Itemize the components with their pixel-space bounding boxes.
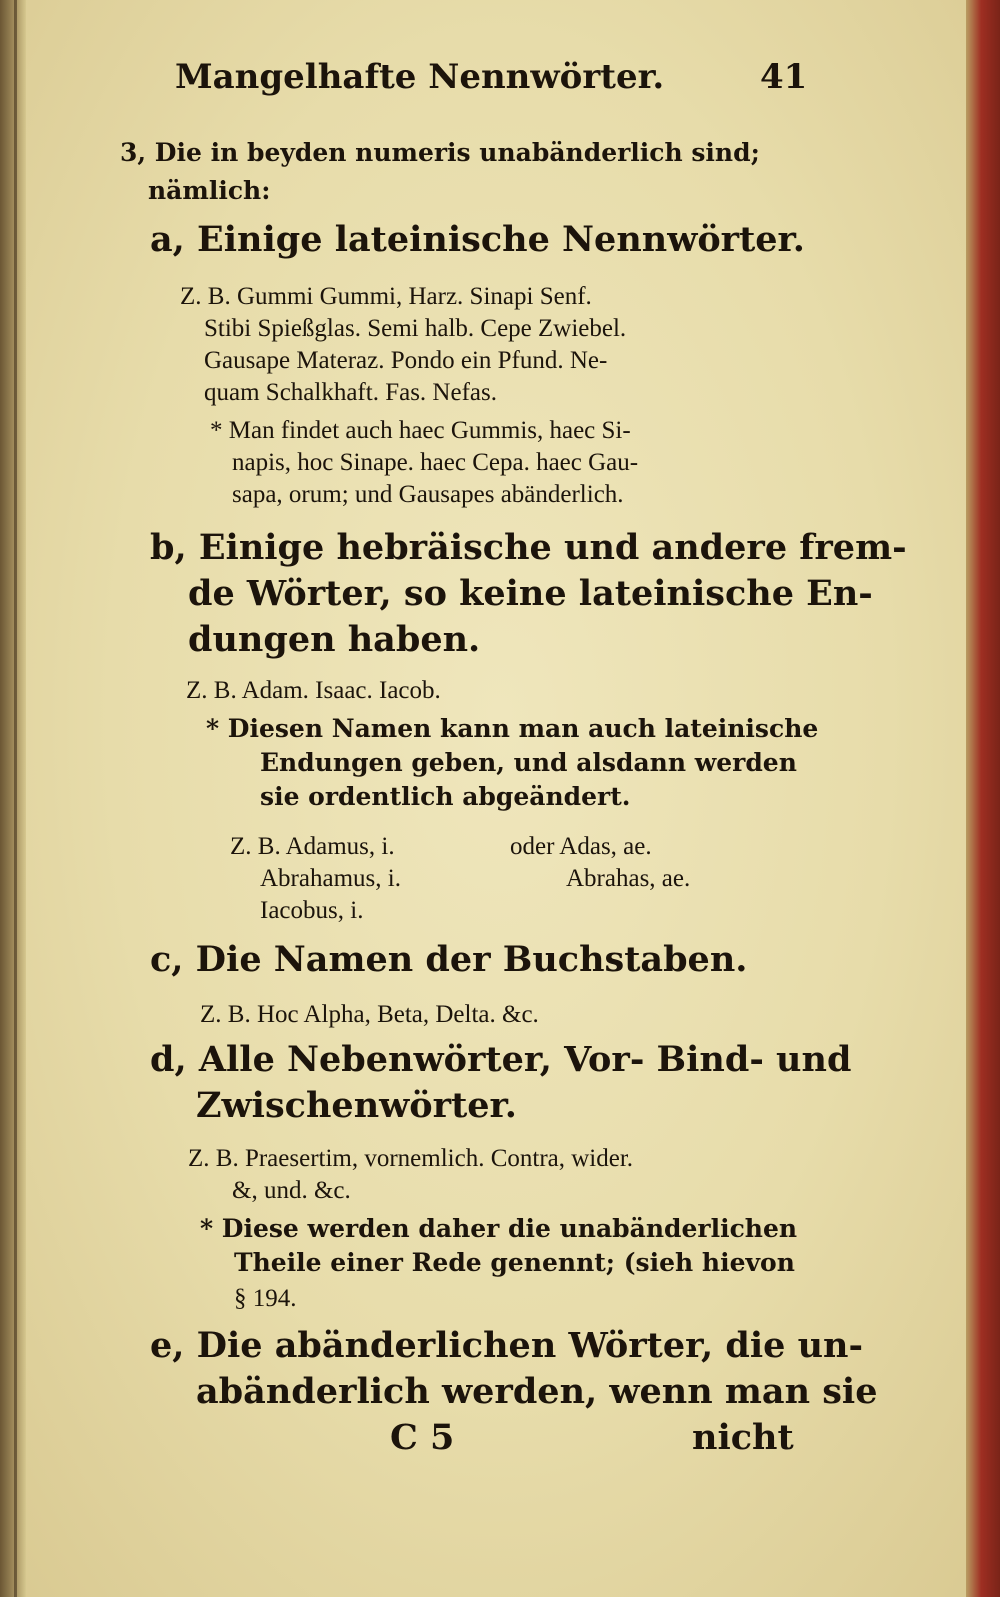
- text-line: &, und. &c.: [232, 1177, 351, 1204]
- page-gutter: [0, 0, 26, 1597]
- text-line: Gausape Materaz. Pondo ein Pfund. Ne-: [204, 347, 608, 374]
- note-line: Theile einer Rede genennt; (sieh hievon: [234, 1248, 795, 1277]
- section-heading-e: abänderlich werden, wenn man sie: [196, 1371, 878, 1412]
- signature-mark: C 5: [390, 1417, 455, 1458]
- note-line: sapa, orum; und Gausapes abänderlich.: [232, 481, 624, 508]
- text-line: Z. B. Hoc Alpha, Beta, Delta. &c.: [200, 1001, 539, 1028]
- note-line: * Diesen Namen kann man auch lateinische: [206, 714, 819, 743]
- section-heading-d: Zwischenwörter.: [196, 1085, 517, 1126]
- text-line: quam Schalkhaft. Fas. Nefas.: [204, 379, 497, 406]
- text-line: Z. B. Adam. Isaac. Iacob.: [186, 677, 441, 704]
- spine-shadow: [14, 0, 17, 1597]
- section-heading-b: de Wörter, so keine lateinische En-: [188, 573, 873, 614]
- running-title: Mangelhafte Nennwörter.: [175, 57, 665, 97]
- section-heading-b: dungen haben.: [188, 619, 481, 660]
- text-line: nämlich:: [148, 176, 271, 205]
- text-line: Z. B. Praesertim, vornemlich. Contra, wider.: [188, 1145, 634, 1172]
- section-heading-e: e, Die abänderlichen Wörter, die un-: [150, 1325, 864, 1366]
- page-edge: [966, 0, 1000, 1597]
- text-line: § 194.: [234, 1285, 297, 1312]
- note-line: * Man findet auch haec Gummis, haec Si-: [210, 417, 631, 444]
- text-line: 3, Die in beyden numeris unabänderlich sind;: [120, 138, 760, 167]
- text-line: oder Adas, ae.: [510, 833, 652, 860]
- note-line: napis, hoc Sinape. haec Cepa. haec Gau-: [232, 449, 639, 476]
- section-heading-b: b, Einige hebräische und andere frem-: [150, 527, 907, 568]
- note-line: sie ordentlich abgeändert.: [260, 782, 631, 811]
- text-line: Iacobus, i.: [260, 897, 364, 924]
- note-line: * Diese werden daher die unabänderlichen: [200, 1214, 798, 1243]
- section-heading-a: a, Einige lateinische Nennwörter.: [150, 219, 805, 260]
- section-heading-c: c, Die Namen der Buchstaben.: [150, 939, 748, 980]
- text-line: Z. B. Adamus, i.: [230, 833, 395, 860]
- text-line: Z. B. Gummi Gummi, Harz. Sinapi Senf.: [180, 283, 592, 310]
- text-line: Stibi Spießglas. Semi halb. Cepe Zwiebel.: [204, 315, 627, 342]
- text-line: Abrahas, ae.: [566, 865, 691, 892]
- page-number: 41: [760, 57, 808, 97]
- section-heading-d: d, Alle Nebenwörter, Vor- Bind- und: [150, 1039, 852, 1080]
- catchword: nicht: [692, 1417, 794, 1458]
- text-line: Abrahamus, i.: [260, 865, 401, 892]
- note-line: Endungen geben, und alsdann werden: [260, 748, 797, 777]
